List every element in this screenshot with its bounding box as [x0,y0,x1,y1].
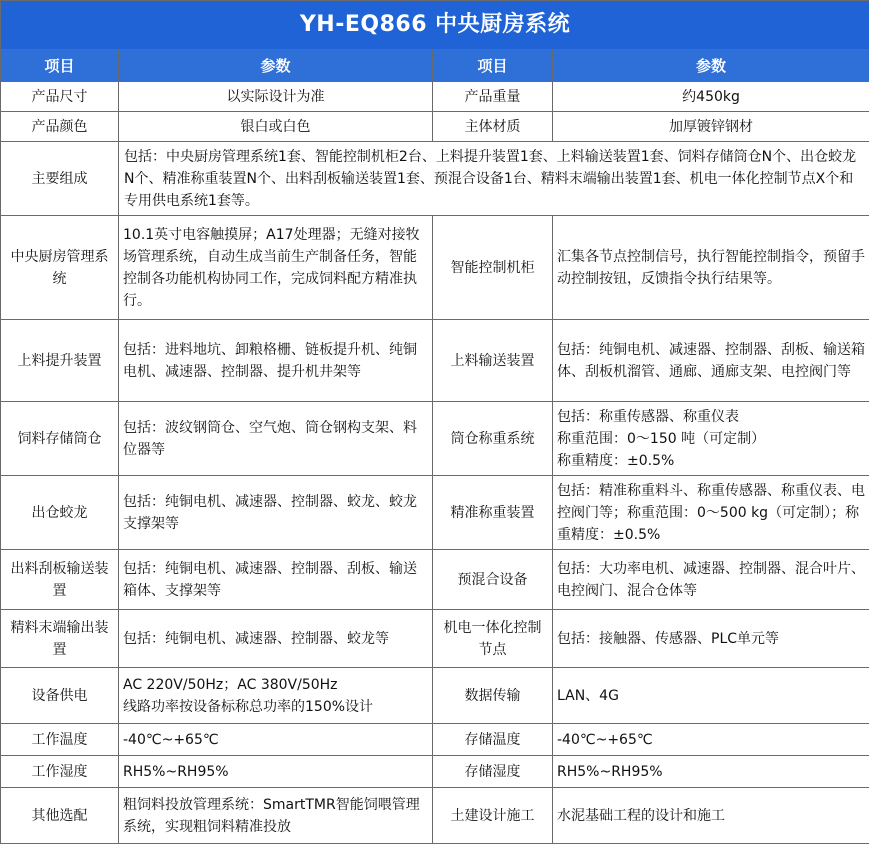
header-param-1: 参数 [119,50,433,82]
label-auger: 出仓蛟龙 [1,476,119,550]
label-options: 其他选配 [1,788,119,844]
label-scraper: 出料刮板输送装置 [1,550,119,610]
label-workhum: 工作湿度 [1,756,119,788]
label-cabinet: 智能控制机柜 [433,216,553,320]
label-components: 主要组成 [1,142,119,216]
value-weight: 约450kg [553,82,869,112]
label-convey: 上料输送装置 [433,320,553,402]
value-endout: 包括：纯铜电机、减速器、控制器、蛟龙等 [119,610,433,668]
label-endout: 精料末端输出装置 [1,610,119,668]
label-transfer: 数据传输 [433,668,553,724]
value-components: 包括：中央厨房管理系统1套、智能控制机柜2台、上料提升装置1套、上料输送装置1套、饲料存储筒仓N个、出仓蛟龙N个、精准称重装置N个、出料刮板输送装置1套、预混合设备1台、精料末端输出装置1套、机电一体化控制节点X个和专用供电系统1套等。 [119,142,869,216]
value-options: 粗饲料投放管理系统：SmartTMR智能饲喂管理系统，实现粗饲料精准投放 [119,788,433,844]
value-auger: 包括：纯铜电机、减速器、控制器、蛟龙、蛟龙支撑架等 [119,476,433,550]
value-transfer: LAN、4G [553,668,869,724]
label-civil: 土建设计施工 [433,788,553,844]
header-item-2: 项目 [433,50,553,82]
label-storetemp: 存储温度 [433,724,553,756]
value-workhum: RH5%~RH95% [119,756,433,788]
label-size: 产品尺寸 [1,82,119,112]
label-worktemp: 工作温度 [1,724,119,756]
label-power: 设备供电 [1,668,119,724]
value-cabinet: 汇集各节点控制信号，执行智能控制指令，预留手动控制按钮，反馈指令执行结果等。 [553,216,869,320]
value-worktemp: -40℃~+65℃ [119,724,433,756]
value-material: 加厚镀锌钢材 [553,112,869,142]
value-color: 银白或白色 [119,112,433,142]
value-premix: 包括：大功率电机、减速器、控制器、混合叶片、电控阀门、混合仓体等 [553,550,869,610]
value-node: 包括：接触器、传感器、PLC单元等 [553,610,869,668]
value-size: 以实际设计为准 [119,82,433,112]
label-material: 主体材质 [433,112,553,142]
label-node: 机电一体化控制节点 [433,610,553,668]
label-silo: 饲料存储筒仓 [1,402,119,476]
value-storetemp: -40℃~+65℃ [553,724,869,756]
value-power [119,668,433,724]
siloweigh-line-2: 称重范围：0～150 吨（可定制） [557,430,766,447]
label-premix: 预混合设备 [433,550,553,610]
label-central: 中央厨房管理系统 [1,216,119,320]
value-siloweigh [553,402,869,476]
value-scraper: 包括：纯铜电机、减速器、控制器、刮板、输送箱体、支撑架等 [119,550,433,610]
header-param-2: 参数 [553,50,869,82]
value-storehum: RH5%~RH95% [553,756,869,788]
value-central: 10.1英寸电容触摸屏；A17处理器；无缝对接牧场管理系统，自动生成当前生产制备任务，智能控制各功能机构协同工作，完成饲料配方精准执行。 [119,216,433,320]
label-precise: 精准称重装置 [433,476,553,550]
value-lift: 包括：进料地坑、卸粮格栅、链板提升机、纯铜电机、减速器、控制器、提升机井架等 [119,320,433,402]
power-line-1: AC 220V/50Hz；AC 380V/50Hz [123,676,338,693]
label-lift: 上料提升装置 [1,320,119,402]
label-color: 产品颜色 [1,112,119,142]
value-precise: 包括：精准称重料斗、称重传感器、称重仪表、电控阀门等；称重范围：0～500 kg（可定制）；称重精度：±0.5% [553,476,869,550]
value-convey: 包括：纯铜电机、减速器、控制器、刮板、输送箱体、刮板机溜管、通廊、通廊支架、电控阀门等 [553,320,869,402]
siloweigh-line-1: 包括：称重传感器、称重仪表 [557,408,739,425]
power-line-2: 线路功率按设备标称总功率的150%设计 [123,698,374,715]
value-civil: 水泥基础工程的设计和施工 [553,788,869,844]
value-silo: 包括：波纹钢筒仓、空气炮、筒仓钢构支架、料位器等 [119,402,433,476]
siloweigh-line-3: 称重精度：±0.5% [557,452,675,469]
label-storehum: 存储湿度 [433,756,553,788]
header-item-1: 项目 [1,50,119,82]
label-siloweigh: 筒仓称重系统 [433,402,553,476]
label-weight: 产品重量 [433,82,553,112]
table-title: YH-EQ866 中央厨房系统 [1,1,869,50]
